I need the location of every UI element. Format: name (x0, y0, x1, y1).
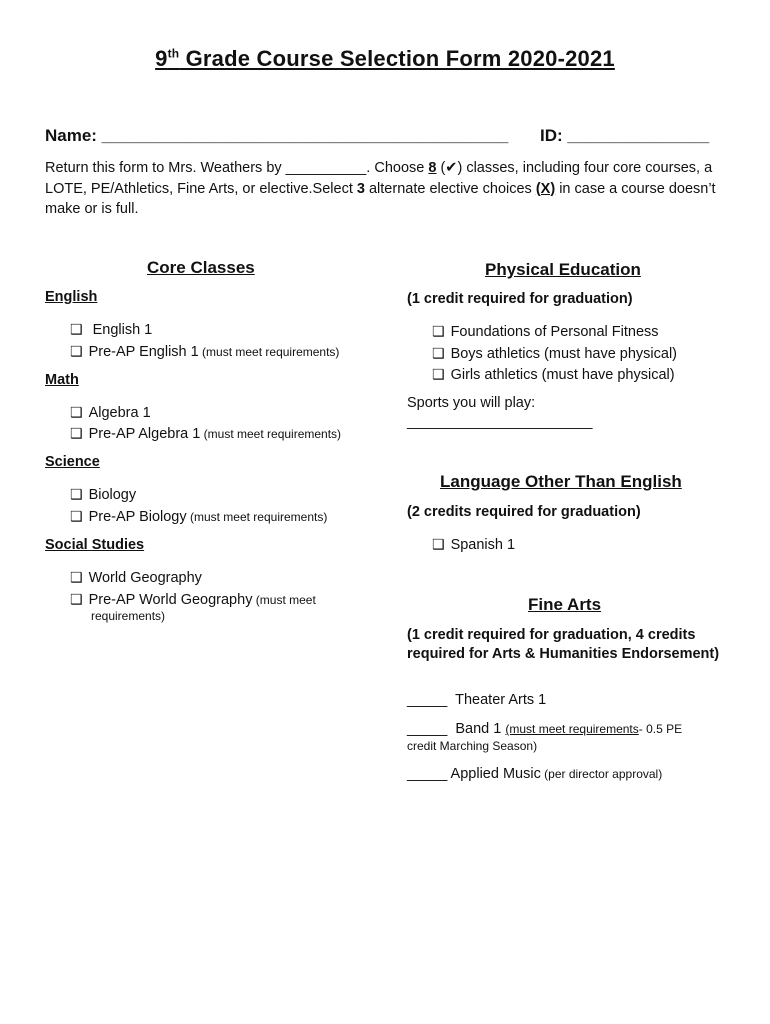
core-classes-heading: Core Classes (147, 258, 255, 277)
checkbox-icon[interactable]: ❑ (70, 343, 83, 359)
blank-line[interactable]: _____ (407, 692, 448, 708)
sports-label: Sports you will play: (407, 395, 536, 411)
checkbox-icon[interactable]: ❑ (432, 536, 445, 552)
lote-heading: Language Other Than English (440, 472, 682, 491)
checkbox-icon[interactable]: ❑ (70, 404, 83, 420)
checkbox-personal-fitness[interactable]: ❑ Foundations of Personal Fitness (432, 323, 659, 340)
checkbox-girls-athletics[interactable]: ❑ Girls athletics (must have physical) (432, 366, 675, 383)
checkbox-algebra-1[interactable]: ❑ Algebra 1 (70, 404, 151, 421)
checkbox-preap-english-1[interactable]: ❑ Pre-AP English 1 (must meet requirements) (70, 343, 340, 360)
sports-input-line[interactable]: _______________________ (407, 414, 593, 430)
checkbox-icon[interactable]: ❑ (432, 366, 445, 382)
lote-requirement: (2 credits required for graduation) (407, 504, 641, 520)
fine-arts-heading: Fine Arts (528, 595, 602, 614)
fine-arts-requirement: (1 credit required for graduation, 4 credits required for Arts & Humanities Endorsement) (407, 627, 720, 662)
checkbox-biology[interactable]: ❑ Biology (70, 486, 137, 503)
checkbox-icon[interactable]: ❑ (432, 323, 445, 339)
math-label: Math (45, 372, 79, 388)
blank-line[interactable]: _____ (407, 766, 448, 782)
checkbox-icon[interactable]: ❑ (70, 591, 83, 607)
instructions: Return this form to Mrs. Weathers by __________. Choose 8 (✔) classes, including four core courses, a LOTE, PE/Athletics, Fine Arts, or elective.Select 3 alternate elective choices (X) in case a course doesn’t make or is full. (45, 160, 716, 217)
form-title: 9th Grade Course Selection Form 2020-2021 (155, 46, 615, 71)
checkbox-icon[interactable]: ❑ (70, 425, 83, 441)
id-field[interactable]: ID: _______________ (540, 126, 710, 145)
band-note-wrap: credit Marching Season) (407, 739, 538, 753)
pe-requirement: (1 credit required for graduation) (407, 291, 633, 307)
science-label: Science (45, 454, 100, 470)
name-field[interactable]: Name: ___________________________________________ (45, 126, 509, 145)
checkbox-preap-algebra-1[interactable]: ❑ Pre-AP Algebra 1 (must meet requirements) (70, 425, 342, 442)
checkbox-spanish-1[interactable]: ❑ Spanish 1 (432, 536, 516, 553)
checkbox-icon[interactable]: ❑ (70, 569, 83, 585)
band-line[interactable]: _____ Band 1 (must meet requirements- 0.5 PE (407, 721, 683, 737)
physical-education-heading: Physical Education (485, 260, 641, 279)
checkbox-icon[interactable]: ❑ (70, 486, 83, 502)
checkbox-world-geography[interactable]: ❑ World Geography (70, 569, 202, 586)
theater-arts-line[interactable]: _____ Theater Arts 1 (407, 692, 547, 708)
checkbox-boys-athletics[interactable]: ❑ Boys athletics (must have physical) (432, 345, 678, 362)
checkbox-preap-world-geography[interactable]: ❑ Pre-AP World Geography (must meet (70, 591, 316, 608)
requirements-wrap: requirements) (91, 609, 166, 623)
checkbox-preap-biology[interactable]: ❑ Pre-AP Biology (must meet requirements) (70, 508, 328, 525)
blank-line[interactable]: _____ (407, 721, 448, 737)
english-label: English (45, 289, 98, 305)
social-studies-label: Social Studies (45, 537, 145, 553)
checkbox-english-1[interactable]: ❑ English 1 (70, 321, 153, 338)
checkbox-icon[interactable]: ❑ (70, 508, 83, 524)
checkbox-icon[interactable]: ❑ (70, 321, 83, 337)
applied-music-line[interactable]: _____ Applied Music (per director approval) (407, 766, 663, 782)
checkbox-icon[interactable]: ❑ (432, 345, 445, 361)
